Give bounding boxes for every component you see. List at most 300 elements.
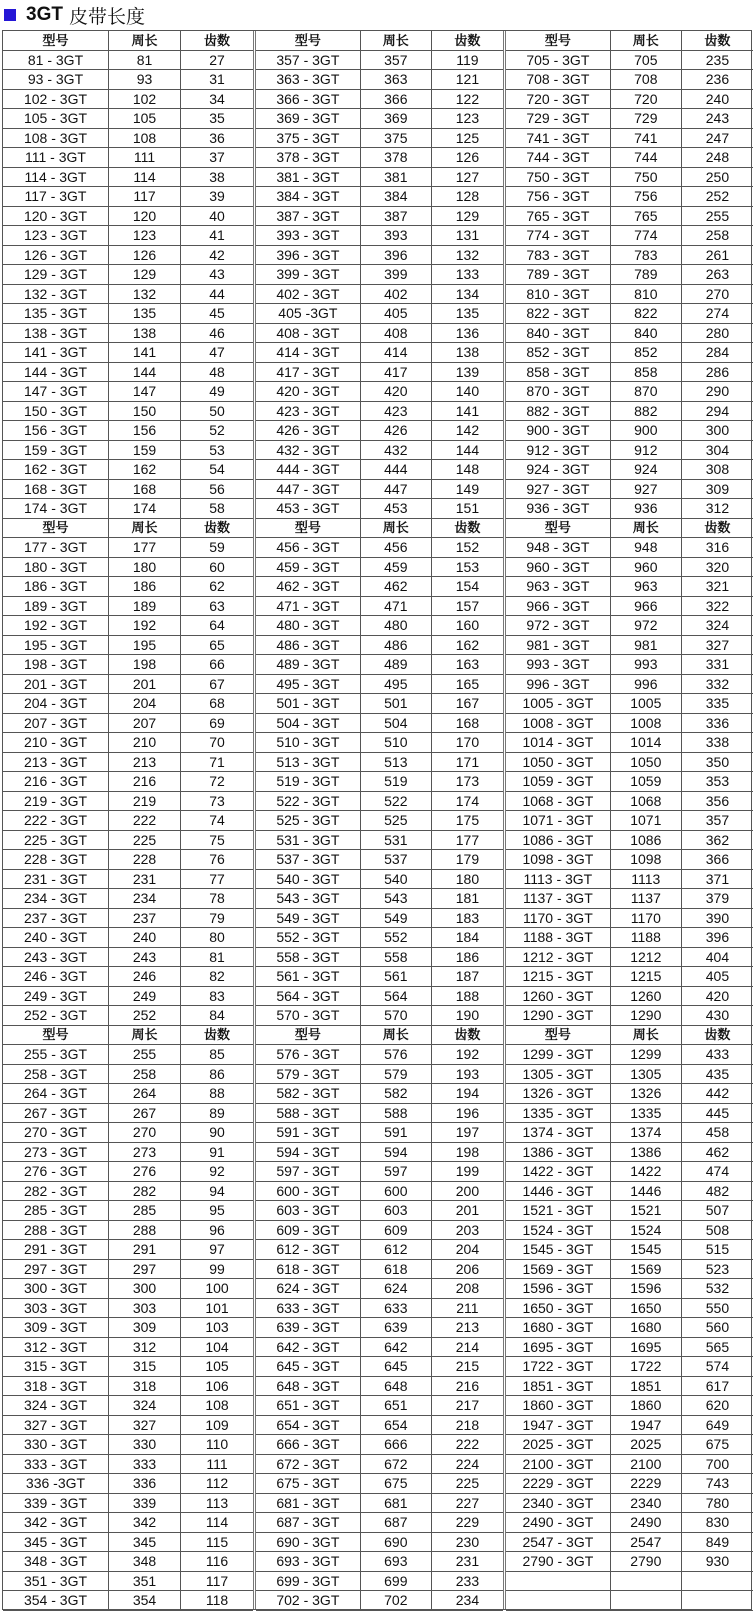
model-cell: 213 - 3GT — [3, 753, 109, 772]
model-cell: 525 - 3GT — [256, 811, 361, 830]
table-row — [256, 1572, 503, 1592]
teeth-cell: 38 — [209, 168, 225, 185]
teeth-cell: 140 — [455, 383, 480, 400]
model-cell: 1446 - 3GT — [506, 1182, 611, 1201]
perimeter-cell: 927 — [611, 480, 682, 499]
perimeter-cell: 1008 — [611, 714, 682, 733]
header-row — [3, 31, 253, 51]
teeth-cell: 482 — [705, 1182, 730, 1199]
teeth-cell: 284 — [705, 344, 730, 361]
table-row — [256, 753, 503, 773]
model-cell: 2547 - 3GT — [506, 1533, 611, 1552]
perimeter-cell: 135 — [109, 304, 181, 323]
perimeter-cell: 924 — [611, 460, 682, 479]
model-cell: 654 - 3GT — [256, 1416, 361, 1435]
perimeter-cell: 1014 — [611, 733, 682, 752]
perimeter-cell: 375 — [361, 129, 432, 148]
belt-length-table — [2, 30, 752, 1610]
teeth-cell: 70 — [209, 734, 225, 751]
model-cell: 1113 - 3GT — [506, 870, 611, 889]
column-group-2 — [253, 31, 503, 1609]
table-row — [256, 1494, 503, 1514]
table-row — [256, 1182, 503, 1202]
title-code: 3GT — [26, 4, 63, 25]
teeth-cell: 225 — [455, 1475, 480, 1492]
perimeter-cell: 351 — [109, 1572, 181, 1591]
teeth-cell: 180 — [455, 870, 480, 887]
perimeter-cell: 1851 — [611, 1377, 682, 1396]
model-cell: 267 - 3GT — [3, 1104, 109, 1123]
table-block — [256, 1026, 503, 1611]
table-row — [256, 1240, 503, 1260]
table-row — [506, 441, 753, 461]
table-row — [506, 1201, 753, 1221]
teeth-cell: 64 — [209, 617, 225, 634]
table-row — [3, 928, 253, 948]
header-cell: 齿数 — [454, 1027, 481, 1043]
perimeter-cell: 258 — [109, 1065, 181, 1084]
perimeter-cell: 384 — [361, 187, 432, 206]
header-cell: 周长 — [361, 31, 432, 50]
table-row — [506, 694, 753, 714]
model-cell: 840 - 3GT — [506, 324, 611, 343]
header-cell: 齿数 — [203, 1027, 230, 1043]
model-cell: 342 - 3GT — [3, 1513, 109, 1532]
table-row — [256, 1474, 503, 1494]
perimeter-cell — [611, 1572, 682, 1591]
table-row — [256, 792, 503, 812]
model-cell: 549 - 3GT — [256, 909, 361, 928]
table-row — [256, 1104, 503, 1124]
teeth-cell: 193 — [455, 1065, 480, 1082]
perimeter-cell: 345 — [109, 1533, 181, 1552]
perimeter-cell: 609 — [361, 1221, 432, 1240]
table-row — [3, 753, 253, 773]
table-row — [3, 1572, 253, 1592]
perimeter-cell: 309 — [109, 1318, 181, 1337]
model-cell: 543 - 3GT — [256, 889, 361, 908]
teeth-cell: 79 — [209, 909, 225, 926]
perimeter-cell: 705 — [611, 51, 682, 70]
teeth-cell: 179 — [455, 851, 480, 868]
table-row — [256, 1279, 503, 1299]
table-row — [506, 1396, 753, 1416]
teeth-cell: 65 — [209, 636, 225, 653]
perimeter-cell: 327 — [109, 1416, 181, 1435]
teeth-cell: 321 — [705, 578, 730, 595]
perimeter-cell: 822 — [611, 304, 682, 323]
table-row — [256, 831, 503, 851]
perimeter-cell: 852 — [611, 343, 682, 362]
model-cell: 291 - 3GT — [3, 1240, 109, 1259]
teeth-cell: 371 — [705, 870, 730, 887]
perimeter-cell: 1650 — [611, 1299, 682, 1318]
teeth-cell: 197 — [455, 1124, 480, 1141]
perimeter-cell: 2490 — [611, 1513, 682, 1532]
table-row — [3, 499, 253, 519]
teeth-cell: 69 — [209, 714, 225, 731]
table-row — [256, 90, 503, 110]
table-row — [3, 148, 253, 168]
table-row — [3, 1318, 253, 1338]
perimeter-cell: 1695 — [611, 1338, 682, 1357]
table-row — [3, 1260, 253, 1280]
table-row — [506, 889, 753, 909]
table-row — [3, 1396, 253, 1416]
perimeter-cell: 519 — [361, 772, 432, 791]
perimeter-cell: 1722 — [611, 1357, 682, 1376]
model-cell: 1545 - 3GT — [506, 1240, 611, 1259]
table-row — [506, 1104, 753, 1124]
header-cell: 型号 — [256, 31, 361, 50]
model-cell: 366 - 3GT — [256, 90, 361, 109]
model-cell: 204 - 3GT — [3, 694, 109, 713]
teeth-cell: 45 — [209, 305, 225, 322]
teeth-cell: 175 — [455, 812, 480, 829]
table-row — [3, 1084, 253, 1104]
table-row — [256, 1006, 503, 1026]
table-row — [3, 324, 253, 344]
table-row — [506, 538, 753, 558]
perimeter-cell: 549 — [361, 909, 432, 928]
perimeter-cell: 537 — [361, 850, 432, 869]
model-cell: 381 - 3GT — [256, 168, 361, 187]
teeth-cell: 620 — [705, 1397, 730, 1414]
perimeter-cell: 285 — [109, 1201, 181, 1220]
perimeter-cell: 144 — [109, 363, 181, 382]
model-cell: 531 - 3GT — [256, 831, 361, 850]
model-cell: 276 - 3GT — [3, 1162, 109, 1181]
teeth-cell: 78 — [209, 890, 225, 907]
teeth-cell: 83 — [209, 987, 225, 1004]
model-cell: 123 - 3GT — [3, 226, 109, 245]
teeth-cell: 331 — [705, 656, 730, 673]
table-row — [506, 1318, 753, 1338]
teeth-cell: 435 — [705, 1065, 730, 1082]
model-cell: 1695 - 3GT — [506, 1338, 611, 1357]
table-row — [506, 1533, 753, 1553]
teeth-cell: 338 — [705, 734, 730, 751]
table-row — [506, 324, 753, 344]
perimeter-cell: 1086 — [611, 831, 682, 850]
perimeter-cell: 495 — [361, 675, 432, 694]
model-cell: 699 - 3GT — [256, 1572, 361, 1591]
teeth-cell: 27 — [209, 51, 225, 68]
model-cell: 297 - 3GT — [3, 1260, 109, 1279]
model-cell: 993 - 3GT — [506, 655, 611, 674]
table-row — [3, 187, 253, 207]
perimeter-cell: 288 — [109, 1221, 181, 1240]
perimeter-cell: 132 — [109, 285, 181, 304]
model-cell: 1059 - 3GT — [506, 772, 611, 791]
model-cell: 1860 - 3GT — [506, 1396, 611, 1415]
teeth-cell: 743 — [705, 1475, 730, 1492]
table-row — [506, 343, 753, 363]
perimeter-cell: 522 — [361, 792, 432, 811]
teeth-cell: 442 — [705, 1085, 730, 1102]
table-row — [256, 109, 503, 129]
table-row — [506, 226, 753, 246]
teeth-cell: 149 — [455, 480, 480, 497]
table-row — [3, 733, 253, 753]
model-cell: 216 - 3GT — [3, 772, 109, 791]
table-row — [256, 226, 503, 246]
perimeter-cell: 219 — [109, 792, 181, 811]
table-row — [3, 1357, 253, 1377]
model-cell: 651 - 3GT — [256, 1396, 361, 1415]
perimeter-cell: 654 — [361, 1416, 432, 1435]
teeth-cell: 234 — [455, 1592, 480, 1609]
table-row — [256, 480, 503, 500]
teeth-cell: 80 — [209, 929, 225, 946]
teeth-cell: 280 — [705, 324, 730, 341]
teeth-cell: 110 — [205, 1436, 229, 1453]
teeth-cell: 515 — [705, 1241, 730, 1258]
table-row — [256, 51, 503, 71]
model-cell: 648 - 3GT — [256, 1377, 361, 1396]
teeth-cell: 290 — [705, 383, 730, 400]
table-row — [506, 616, 753, 636]
model-cell: 912 - 3GT — [506, 441, 611, 460]
table-row — [506, 1513, 753, 1533]
perimeter-cell: 966 — [611, 597, 682, 616]
header-cell: 型号 — [256, 1026, 361, 1045]
table-row — [256, 441, 503, 461]
model-cell: 150 - 3GT — [3, 402, 109, 421]
perimeter-cell: 324 — [109, 1396, 181, 1415]
table-row — [506, 421, 753, 441]
table-row — [506, 90, 753, 110]
model-cell: 453 - 3GT — [256, 499, 361, 518]
perimeter-cell: 981 — [611, 636, 682, 655]
perimeter-cell: 426 — [361, 421, 432, 440]
model-cell: 756 - 3GT — [506, 187, 611, 206]
teeth-cell: 201 — [455, 1202, 480, 1219]
perimeter-cell: 201 — [109, 675, 181, 694]
table-row — [3, 460, 253, 480]
teeth-cell: 405 — [705, 968, 730, 985]
teeth-cell: 119 — [456, 51, 479, 68]
table-row — [3, 90, 253, 110]
table-row — [3, 207, 253, 227]
perimeter-cell: 1947 — [611, 1416, 682, 1435]
column-group-3 — [503, 31, 753, 1609]
perimeter-cell: 489 — [361, 655, 432, 674]
perimeter-cell: 93 — [109, 70, 181, 89]
teeth-cell: 118 — [205, 1592, 229, 1609]
model-cell: 174 - 3GT — [3, 499, 109, 518]
teeth-cell: 90 — [209, 1124, 225, 1141]
teeth-cell: 700 — [705, 1455, 730, 1472]
teeth-cell: 404 — [705, 948, 730, 965]
perimeter-cell: 174 — [109, 499, 181, 518]
perimeter-cell: 108 — [109, 129, 181, 148]
model-cell: 312 - 3GT — [3, 1338, 109, 1357]
teeth-cell: 72 — [209, 773, 225, 790]
teeth-cell: 350 — [705, 753, 730, 770]
model-cell: 594 - 3GT — [256, 1143, 361, 1162]
table-row — [256, 1318, 503, 1338]
perimeter-cell: 138 — [109, 324, 181, 343]
teeth-cell: 60 — [209, 558, 225, 575]
teeth-cell: 117 — [205, 1572, 229, 1589]
teeth-cell: 138 — [455, 344, 480, 361]
model-cell: 231 - 3GT — [3, 870, 109, 889]
table-row — [3, 304, 253, 324]
perimeter-cell: 222 — [109, 811, 181, 830]
perimeter-cell: 198 — [109, 655, 181, 674]
teeth-cell: 198 — [455, 1143, 480, 1160]
teeth-cell: 174 — [455, 792, 480, 809]
teeth-cell: 37 — [209, 149, 225, 166]
model-cell: 159 - 3GT — [3, 441, 109, 460]
table-row — [3, 285, 253, 305]
header-row — [506, 1026, 753, 1046]
perimeter-cell: 1005 — [611, 694, 682, 713]
model-cell: 351 - 3GT — [3, 1572, 109, 1591]
teeth-cell: 66 — [209, 656, 225, 673]
model-cell: 591 - 3GT — [256, 1123, 361, 1142]
model-cell: 729 - 3GT — [506, 109, 611, 128]
teeth-cell: 144 — [455, 441, 480, 458]
perimeter-cell: 687 — [361, 1513, 432, 1532]
teeth-cell: 104 — [205, 1338, 229, 1355]
table-row — [3, 1123, 253, 1143]
table-row — [506, 1572, 753, 1592]
model-cell: 1596 - 3GT — [506, 1279, 611, 1298]
perimeter-cell: 300 — [109, 1279, 181, 1298]
perimeter-cell: 456 — [361, 538, 432, 557]
perimeter-cell: 1422 — [611, 1162, 682, 1181]
model-cell: 186 - 3GT — [3, 577, 109, 596]
perimeter-cell: 1596 — [611, 1279, 682, 1298]
perimeter-cell: 600 — [361, 1182, 432, 1201]
teeth-cell: 133 — [455, 266, 480, 283]
model-cell: 537 - 3GT — [256, 850, 361, 869]
teeth-cell: 366 — [705, 851, 730, 868]
blue-square-icon — [4, 9, 16, 21]
perimeter-cell: 618 — [361, 1260, 432, 1279]
column-group-1 — [3, 31, 253, 1609]
table-row — [3, 714, 253, 734]
table-row — [506, 499, 753, 519]
table-row — [256, 948, 503, 968]
table-row — [3, 597, 253, 617]
teeth-cell: 252 — [705, 188, 730, 205]
model-cell: 1137 - 3GT — [506, 889, 611, 908]
perimeter-cell: 2340 — [611, 1494, 682, 1513]
table-row — [506, 1357, 753, 1377]
model-cell: 504 - 3GT — [256, 714, 361, 733]
model-cell: 189 - 3GT — [3, 597, 109, 616]
perimeter-cell: 1113 — [611, 870, 682, 889]
teeth-cell: 203 — [455, 1221, 480, 1238]
model-cell: 162 - 3GT — [3, 460, 109, 479]
table-row — [506, 909, 753, 929]
table-row — [3, 363, 253, 383]
perimeter-cell: 240 — [109, 928, 181, 947]
model-cell: 135 - 3GT — [3, 304, 109, 323]
table-row — [506, 1279, 753, 1299]
table-row — [256, 597, 503, 617]
perimeter-cell: 81 — [109, 51, 181, 70]
model-cell: 270 - 3GT — [3, 1123, 109, 1142]
model-cell: 462 - 3GT — [256, 577, 361, 596]
teeth-cell: 420 — [705, 987, 730, 1004]
model-cell: 138 - 3GT — [3, 324, 109, 343]
model-cell: 1005 - 3GT — [506, 694, 611, 713]
table-row — [3, 1299, 253, 1319]
table-row — [256, 675, 503, 695]
table-row — [506, 870, 753, 890]
perimeter-cell: 570 — [361, 1006, 432, 1025]
table-row — [506, 753, 753, 773]
table-row — [506, 1065, 753, 1085]
teeth-cell: 173 — [455, 773, 480, 790]
teeth-cell: 95 — [209, 1202, 225, 1219]
perimeter-cell: 1098 — [611, 850, 682, 869]
table-row — [506, 655, 753, 675]
perimeter-cell: 270 — [109, 1123, 181, 1142]
model-cell: 642 - 3GT — [256, 1338, 361, 1357]
table-row — [256, 1221, 503, 1241]
teeth-cell: 430 — [705, 1007, 730, 1024]
table-row — [506, 558, 753, 578]
teeth-cell: 73 — [209, 792, 225, 809]
model-cell: 1524 - 3GT — [506, 1221, 611, 1240]
perimeter-cell: 408 — [361, 324, 432, 343]
model-cell: 1188 - 3GT — [506, 928, 611, 947]
teeth-cell: 550 — [705, 1299, 730, 1316]
table-row — [506, 636, 753, 656]
perimeter-cell: 318 — [109, 1377, 181, 1396]
model-cell: 1680 - 3GT — [506, 1318, 611, 1337]
teeth-cell: 617 — [705, 1377, 730, 1394]
model-cell: 927 - 3GT — [506, 480, 611, 499]
table-block — [506, 519, 753, 1026]
perimeter-cell: 1188 — [611, 928, 682, 947]
perimeter-cell: 870 — [611, 382, 682, 401]
table-row — [506, 1162, 753, 1182]
perimeter-cell: 666 — [361, 1435, 432, 1454]
model-cell — [506, 1591, 611, 1610]
model-cell: 228 - 3GT — [3, 850, 109, 869]
table-row — [256, 148, 503, 168]
table-row — [256, 616, 503, 636]
perimeter-cell: 765 — [611, 207, 682, 226]
perimeter-cell: 1170 — [611, 909, 682, 928]
perimeter-cell: 150 — [109, 402, 181, 421]
table-row — [256, 285, 503, 305]
teeth-cell: 128 — [455, 188, 480, 205]
perimeter-cell: 210 — [109, 733, 181, 752]
perimeter-cell: 729 — [611, 109, 682, 128]
teeth-cell: 324 — [705, 617, 730, 634]
teeth-cell: 105 — [205, 1358, 229, 1375]
perimeter-cell: 948 — [611, 538, 682, 557]
model-cell: 582 - 3GT — [256, 1084, 361, 1103]
model-cell: 447 - 3GT — [256, 480, 361, 499]
perimeter-cell: 681 — [361, 1494, 432, 1513]
model-cell: 480 - 3GT — [256, 616, 361, 635]
teeth-cell: 123 — [455, 110, 480, 127]
teeth-cell: 109 — [205, 1416, 229, 1433]
model-cell: 789 - 3GT — [506, 265, 611, 284]
table-row — [256, 1299, 503, 1319]
teeth-cell: 152 — [455, 539, 480, 556]
teeth-cell: 312 — [705, 500, 730, 517]
teeth-cell: 217 — [455, 1397, 480, 1414]
